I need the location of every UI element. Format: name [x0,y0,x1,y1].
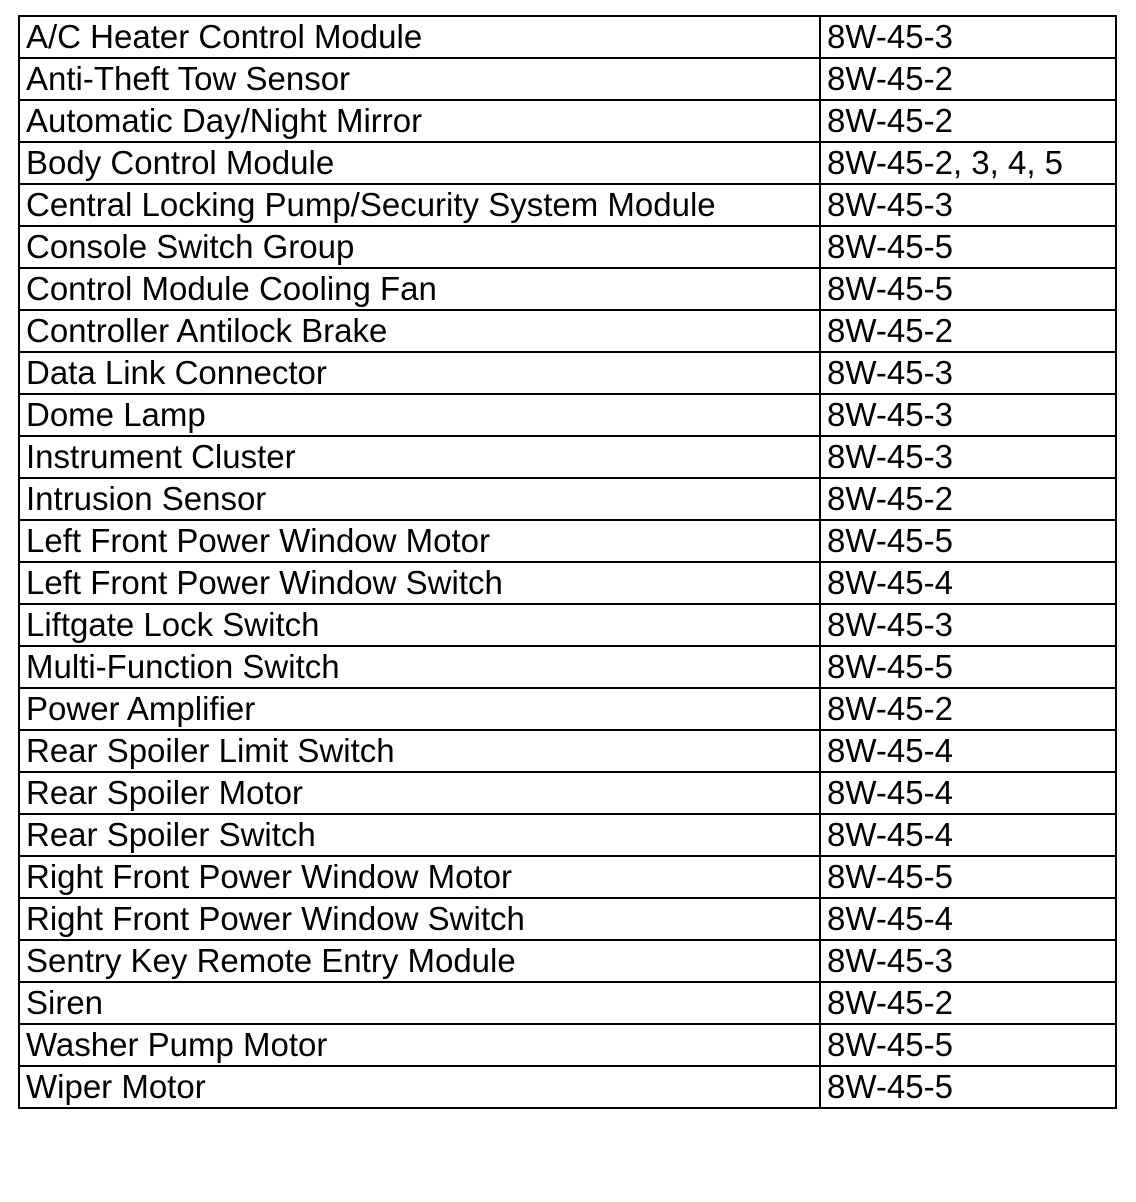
component-name-cell: Liftgate Lock Switch [19,604,820,646]
table-row [19,1066,1116,1108]
component-name-cell: Dome Lamp [19,394,820,436]
page-reference-cell: 8W-45-2 [820,688,1116,730]
component-index-table [18,15,1117,1109]
page-reference-cell: 8W-45-2, 3, 4, 5 [820,142,1116,184]
table-row [19,856,1116,898]
page-reference-cell: 8W-45-2 [820,58,1116,100]
component-name-cell: Console Switch Group [19,226,820,268]
page-reference-cell: 8W-45-5 [820,646,1116,688]
page-reference-cell: 8W-45-3 [820,394,1116,436]
page-reference-cell: 8W-45-5 [820,520,1116,562]
page-reference-cell: 8W-45-3 [820,604,1116,646]
page-reference-cell: 8W-45-3 [820,184,1116,226]
table-row [19,142,1116,184]
table-row [19,394,1116,436]
component-name-cell: Control Module Cooling Fan [19,268,820,310]
table-row [19,1024,1116,1066]
page-reference-cell: 8W-45-5 [820,226,1116,268]
component-name-cell: Left Front Power Window Motor [19,520,820,562]
table-body [19,16,1116,1108]
table-row [19,562,1116,604]
page-reference-cell: 8W-45-3 [820,352,1116,394]
table-row [19,604,1116,646]
page-reference-cell: 8W-45-4 [820,898,1116,940]
table-row [19,16,1116,58]
table-row [19,520,1116,562]
component-name-cell: Washer Pump Motor [19,1024,820,1066]
table-row [19,478,1116,520]
page-reference-cell: 8W-45-4 [820,814,1116,856]
page-reference-cell: 8W-45-5 [820,268,1116,310]
component-name-cell: Left Front Power Window Switch [19,562,820,604]
page-reference-cell: 8W-45-3 [820,436,1116,478]
component-name-cell: Right Front Power Window Motor [19,856,820,898]
component-name-cell: Controller Antilock Brake [19,310,820,352]
component-name-cell: Automatic Day/Night Mirror [19,100,820,142]
table-row [19,436,1116,478]
component-name-cell: Intrusion Sensor [19,478,820,520]
component-name-cell: Right Front Power Window Switch [19,898,820,940]
component-name-cell: Siren [19,982,820,1024]
table-row [19,268,1116,310]
table-row [19,184,1116,226]
table-row [19,352,1116,394]
page-reference-cell: 8W-45-4 [820,730,1116,772]
page-reference-cell: 8W-45-5 [820,1066,1116,1108]
page-reference-cell: 8W-45-2 [820,478,1116,520]
page-reference-cell: 8W-45-5 [820,856,1116,898]
component-name-cell: Anti-Theft Tow Sensor [19,58,820,100]
component-name-cell: Central Locking Pump/Security System Module [19,184,820,226]
table-row [19,814,1116,856]
table-row [19,940,1116,982]
page-reference-cell: 8W-45-2 [820,100,1116,142]
component-name-cell: Sentry Key Remote Entry Module [19,940,820,982]
page-reference-cell: 8W-45-4 [820,562,1116,604]
component-name-cell: Rear Spoiler Motor [19,772,820,814]
page-reference-cell: 8W-45-4 [820,772,1116,814]
table-row [19,226,1116,268]
table-row [19,730,1116,772]
page-reference-cell: 8W-45-5 [820,1024,1116,1066]
component-name-cell: Rear Spoiler Switch [19,814,820,856]
page-reference-cell: 8W-45-2 [820,982,1116,1024]
component-name-cell: Data Link Connector [19,352,820,394]
component-name-cell: A/C Heater Control Module [19,16,820,58]
component-name-cell: Instrument Cluster [19,436,820,478]
table-row [19,58,1116,100]
table-row [19,982,1116,1024]
table-row [19,100,1116,142]
table-row [19,688,1116,730]
component-name-cell: Wiper Motor [19,1066,820,1108]
page-reference-cell: 8W-45-2 [820,310,1116,352]
page-reference-cell: 8W-45-3 [820,940,1116,982]
component-name-cell: Rear Spoiler Limit Switch [19,730,820,772]
component-name-cell: Multi-Function Switch [19,646,820,688]
component-name-cell: Body Control Module [19,142,820,184]
table-row [19,772,1116,814]
component-name-cell: Power Amplifier [19,688,820,730]
table-row [19,898,1116,940]
table-row [19,310,1116,352]
page-reference-cell: 8W-45-3 [820,16,1116,58]
table-row [19,646,1116,688]
